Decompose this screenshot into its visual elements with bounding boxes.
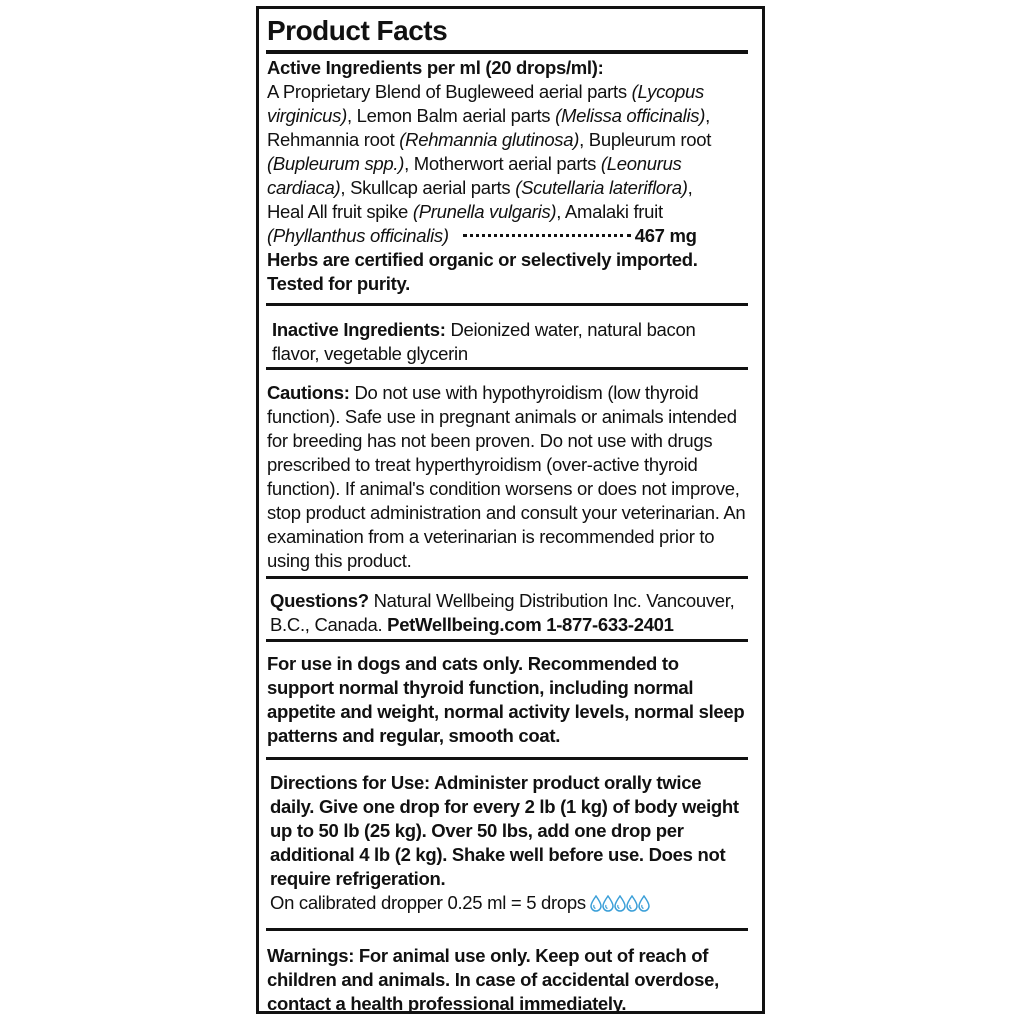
leader-dots [463,234,631,237]
amount-row [267,224,746,248]
warnings-label: Warnings: [267,945,355,966]
water-drop-icon [602,895,614,912]
latin-name: (Bupleurum spp.) [267,153,405,174]
latin-name: virginicus) [267,105,347,126]
latin-name: (Scutellaria lateriflora) [515,177,688,198]
divider [266,576,748,579]
inactive-ingredients-section [272,318,746,366]
cautions-label: Cautions: [267,382,350,403]
cautions-section [267,381,746,573]
water-drop-icon [614,895,626,912]
ingredient-text: A Proprietary Blend of Bugleweed aerial parts [267,81,632,102]
active-ingredients-section [267,56,746,296]
ingredient-text: Heal All fruit spike [267,201,413,222]
dropper-row [270,891,746,918]
product-facts-panel [256,6,765,1014]
dropper-text: On calibrated dropper 0.25 ml = 5 drops [270,892,586,913]
divider [266,50,748,54]
usage-section: For use in dogs and cats only. Recommended to support normal thyroid function, including normal appetite and weight, normal activity levels, normal sleep patterns and regular, smooth coat. [267,653,745,746]
drops-icon-group [590,894,650,918]
ingredient-text: , Amalaki fruit [556,201,663,222]
inactive-text: Deionized water, natural bacon flavor, vegetable glycerin [272,319,696,364]
ingredient-line [267,80,746,104]
panel-title: Product Facts [267,15,448,46]
water-drop-icon [626,895,638,912]
latin-name: (Leonurus [600,153,682,174]
ingredient-text: , Motherwort aerial parts [404,153,601,174]
divider [266,928,748,931]
warnings-text: For animal use only. Keep out of reach of children and animals. In case of accidental overdose, contact a health professional immediately. [267,945,719,1014]
ingredient-text: , [687,177,693,198]
latin-name: (Rehmannia glutinosa) [399,129,580,150]
divider [266,367,748,370]
last-ingredient: (Phyllanthus officinalis) [267,225,449,246]
divider [266,757,748,760]
directions-text: Directions for Use: Administer product orally twice daily. Give one drop for every 2 lb (1 kg) of body weight up to 50 lb (25 kg). Over 50 lbs, add one drop per additional 4 lb (2 kg). Shake well before use. Does not require refrigeration. [270,772,739,889]
ingredient-text: Rehmannia root [267,129,400,150]
ingredient-line [267,104,746,128]
water-drop-icon [638,895,650,912]
ingredient-text: , Skullcap aerial parts [340,177,516,198]
inactive-label: Inactive Ingredients: [272,319,446,340]
divider [266,639,748,642]
latin-name: cardiaca) [267,177,341,198]
latin-name: (Melissa officinalis) [555,105,706,126]
questions-label: Questions? [270,590,369,611]
latin-name: (Lycopus [631,81,704,102]
cautions-text: Do not use with hypothyroidism (low thyroid function). Safe use in pregnant animals or animals intended for breeding has not been proven. Do not use with drugs prescribed to treat hyperthyroidism (over-active thyroid function). If animal's condition worsens or does not improve, stop product administration and consult your veterinarian. An examination from a veterinarian is recommended prior to using this product. [267,382,746,571]
active-ingredients-heading: Active Ingredients per ml (20 drops/ml): [267,57,604,78]
active-ingredients-list [267,80,746,224]
ingredient-text: , [705,105,710,126]
water-drop-icon [590,895,602,912]
ingredient-line [267,200,746,224]
website-link[interactable]: PetWellbeing.com [387,614,542,635]
ingredient-line [267,128,746,152]
ingredient-line [267,152,746,176]
directions-section [270,771,746,918]
organic-note: Herbs are certified organic or selectively imported. Tested for purity. [267,249,698,294]
warnings-section [267,944,746,1016]
ingredient-text: , Bupleurum root [579,129,712,150]
ingredient-text: , Lemon Balm aerial parts [346,105,556,126]
latin-name: (Prunella vulgaris) [412,201,557,222]
divider [266,303,748,306]
questions-text: Natural Wellbeing Distribution Inc. Vancouver, B.C., Canada. [270,590,735,635]
questions-section [270,589,746,637]
amount-value: 467 mg [634,225,697,246]
ingredient-line [267,176,746,200]
phone-number: 1-877-633-2401 [541,614,674,635]
